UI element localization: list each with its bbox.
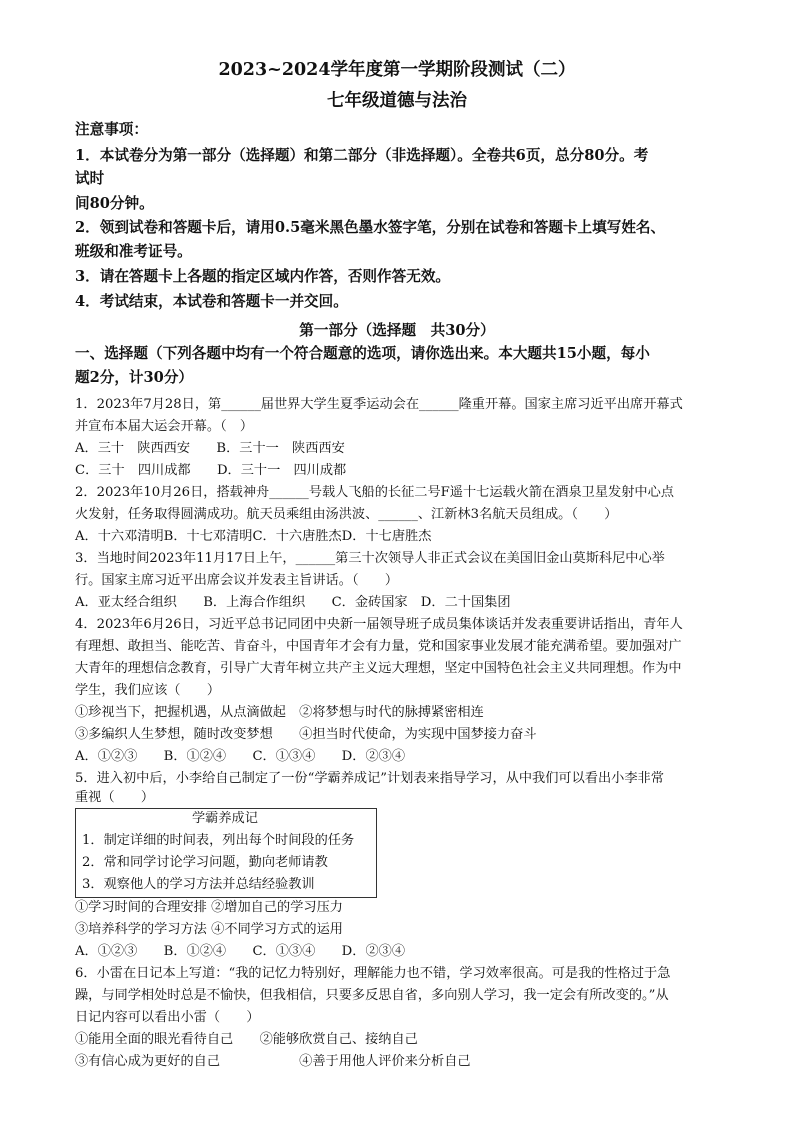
notice-heading: 注意事项：: [75, 121, 148, 138]
question-line: 3．当地时间2023年11月17日上午，______第三十次领导人非正式会议在美国旧金山莫斯科尼中心举: [75, 551, 665, 566]
exam-subject: 七年级道德与法治: [327, 91, 467, 111]
question-line: 有理想、敢担当、能吃苦、肯奋斗，中国青年才会有力量，党和国家事业发展才能充满希望。要加强对广: [75, 639, 682, 654]
study-plan-item: 3．观察他人的学习方法并总结经验教训: [82, 877, 315, 892]
question-line: 重视（ ）: [75, 790, 155, 805]
notice-line: 1．本试卷分为第一部分（选择题）和第二部分（非选择题）。全卷共6页，总分80分。考: [75, 147, 649, 164]
statement-line: ③有信心成为更好的自己 ④善于用他人评价来分析自己: [75, 1054, 471, 1069]
statement-line: ①珍视当下，把握机遇，从点滴做起 ②将梦想与时代的脉搏紧密相连: [75, 705, 484, 720]
study-plan-item: 1．制定详细的时间表，列出每个时间段的任务: [82, 833, 355, 848]
section-instruction: 一、选择题（下列各题中均有一个符合题意的选项，请你选出来。本大题共15小题，每小: [75, 345, 650, 362]
option-line: A．亚太经合组织 B．上海合作组织 C．金砖国家 D．二十国集团: [75, 595, 511, 610]
question-line: 大青年的理想信念教育，引导广大青年树立共产主义远大理想，坚定中国特色社会主义共同理想。作为中: [75, 661, 682, 676]
section-instruction: 题2分，计30分）: [75, 369, 194, 386]
option-line: A．①②③ B．①②④ C．①③④ D．②③④: [75, 944, 406, 959]
question-line: 学生，我们应该（ ）: [75, 683, 221, 698]
question-line: 5．进入初中后，小李给自己制定了一份“学霸养成记”计划表来指导学习，从中我们可以看出小李非常: [75, 771, 664, 786]
notice-line: 班级和准考证号。: [75, 243, 192, 260]
question-line: 火发射，任务取得圆满成功。航天员乘组由汤洪波、______、江新林3名航天员组成。（ ）: [75, 507, 618, 522]
question-line: 行。国家主席习近平出席会议并发表主旨讲话。（ ）: [75, 573, 399, 588]
question-line: 1．2023年7月28日，第______届世界大学生夏季运动会在______隆重开幕。国家主席习近平出席开幕式: [75, 397, 683, 412]
notice-line: 试时: [75, 170, 105, 187]
study-plan-item: 2．常和同学讨论学习问题，勤向老师请教: [82, 855, 328, 870]
question-line: 4．2023年6月26日，习近平总书记同团中央新一届领导班子成员集体谈话并发表重要讲话指出，青年人: [75, 617, 683, 632]
option-line: A．三十 陕西西安 B．三十一 陕西西安: [75, 441, 345, 456]
option-line: A．①②③ B．①②④ C．①③④ D．②③④: [75, 749, 406, 764]
part1-heading: 第一部分（选择题 共30分）: [299, 322, 495, 339]
question-line: 日记内容可以看出小雷（ ）: [75, 1010, 260, 1025]
option-line: A．十六邓清明B．十七邓清明C．十六唐胜杰D．十七唐胜杰: [75, 529, 432, 544]
notice-line: 2．领到试卷和答题卡后，请用0.5毫米黑色墨水签字笔，分别在试卷和答题卡上填写姓名、: [75, 219, 666, 236]
question-line: 躁，与同学相处时总是不愉快，但我相信，只要多反思自省，多向别人学习，我一定会有所改变的。”从: [75, 988, 669, 1003]
question-line: 并宣布本届大运会开幕。（ ）: [75, 419, 254, 434]
notice-line: 间80分钟。: [75, 195, 154, 212]
statement-line: ①学习时间的合理安排 ②增加自己的学习压力: [75, 900, 343, 915]
question-line: 2．2023年10月26日，搭载神舟______号载人飞船的长征二号F遥十七运载火箭在酒泉卫星发射中心点: [75, 485, 674, 500]
study-plan-box: [75, 808, 377, 898]
study-plan-title: 学霸养成记: [192, 811, 258, 826]
option-line: C．三十 四川成都 D．三十一 四川成都: [75, 463, 347, 478]
notice-line: 3．请在答题卡上各题的指定区域内作答，否则作答无效。: [75, 268, 451, 285]
exam-title: 2023~2024学年度第一学期阶段测试（二）: [218, 60, 576, 80]
notice-line: 4．考试结束，本试卷和答题卡一并交回。: [75, 293, 348, 310]
statement-line: ③多编织人生梦想，随时改变梦想 ④担当时代使命，为实现中国梦接力奋斗: [75, 727, 537, 742]
statement-line: ①能用全面的眼光看待自己 ②能够欣赏自己、接纳自己: [75, 1032, 418, 1047]
question-line: 6．小雷在日记本上写道：“我的记忆力特别好，理解能力也不错，学习效率很高。可是我的性格过于急: [75, 966, 671, 981]
statement-line: ③培养科学的学习方法 ④不同学习方式的运用: [75, 922, 343, 937]
